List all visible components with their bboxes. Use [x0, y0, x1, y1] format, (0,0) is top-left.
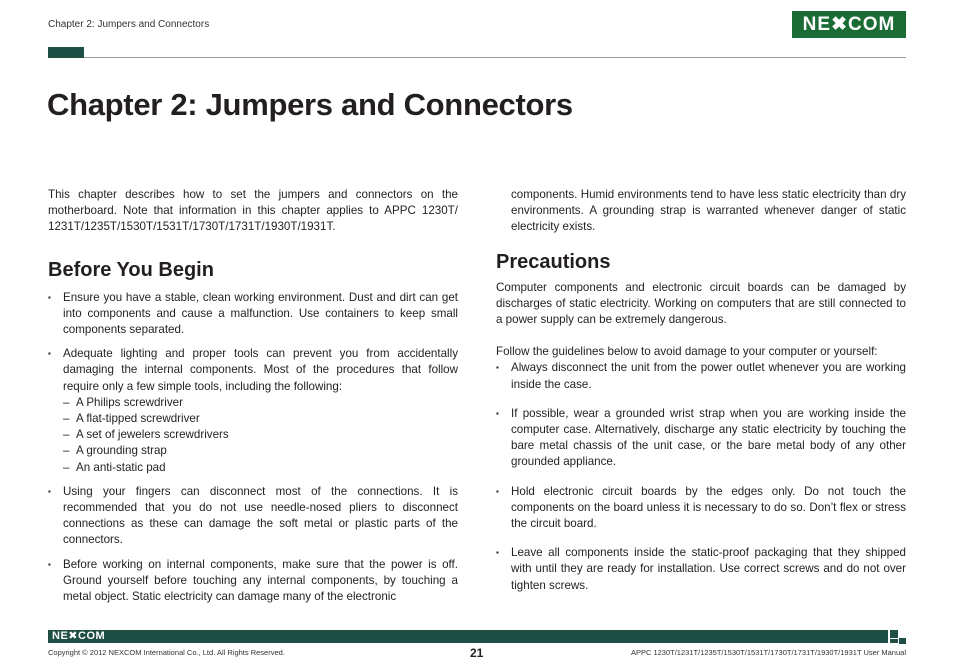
guidelines-intro: Follow the guidelines below to avoid damage to your computer or yourself: [496, 345, 878, 359]
header-chapter-label: Chapter 2: Jumpers and Connectors [48, 19, 210, 30]
header-divider [84, 57, 906, 58]
nexcom-logo [792, 11, 906, 38]
before-you-begin-heading: Before You Begin [48, 258, 214, 281]
footer-logo: NE✖COM [52, 630, 106, 642]
list-item: ▪ Ensure you have a stable, clean working environment. Dust and dirt can get into components and cause a malfunction. Use containers to keep small components separated. [48, 290, 458, 339]
continued-paragraph: components. Humid environments tend to have less static electricity than dry environments. A grounding strap is warranted whenever danger of static electricity exists. [511, 188, 906, 234]
footer-copyright: Copyright © 2012 NEXCOM International Co., Ltd. All Rights Reserved. [48, 648, 285, 657]
footer-square [899, 638, 906, 644]
before-you-begin-list [48, 290, 458, 606]
list-item: ▪ Leave all components inside the static-proof packaging that they shipped with until they are ready for installation. Use correct screws and do not over tighten screws. [496, 545, 906, 594]
left-column [48, 187, 458, 605]
page-number: 21 [470, 646, 484, 660]
header-accent-bar [48, 47, 84, 58]
footer-bar [48, 630, 888, 643]
list-item: ▪ Using your fingers can disconnect most of the connections. It is recommended that you do not use needle-nosed pliers to disconnect connections as these can damage the soft metal or plastic parts of the connectors. [48, 484, 458, 549]
precautions-list [496, 360, 906, 593]
footer-square [890, 630, 898, 638]
list-item: ▪ If possible, wear a grounded wrist strap when you are working inside the computer case. Alternatively, discharge any static electricity by touching the bare metal chassis of the unit case, or the bare metal body of any other grounded appliance. [496, 406, 906, 471]
precautions-heading: Precautions [496, 250, 611, 273]
tool-item: – A set of jewelers screwdrivers [63, 427, 458, 443]
intro-paragraph: This chapter describes how to set the jumpers and connectors on the motherboard. Note that information in this chapter applies to APPC 1230T/ 1231T/1235T/1530T/1531T/1730T/1731T/1930T/1931T. [48, 188, 458, 234]
list-item: ▪ Always disconnect the unit from the power outlet whenever you are working inside the case. [496, 360, 906, 392]
list-item: ▪ Adequate lighting and proper tools can prevent you from accidentally damaging the internal components. Most of the procedures that follow require only a few simple tools, including the following: – A Philips screwdriver – A flat-tipped screwdriver – A set of jewelers screwdrivers – A grounding strap – An anti-static pad [48, 346, 458, 476]
logo-text: NE✖COM [802, 14, 896, 35]
footer-manual-title: APPC 1230T/1231T/1235T/1530T/1531T/1730T/1731T/1930T/1931T User Manual [630, 648, 906, 657]
page-title: Chapter 2: Jumpers and Connectors [47, 87, 573, 122]
list-item: ▪ Hold electronic circuit boards by the edges only. Do not touch the components on the board unless it is necessary to do so. Don’t flex or stress the circuit board. [496, 484, 906, 533]
list-item: ▪ Before working on internal components, make sure that the power is off. Ground yourself before touching any internal components, by touching a metal object. Static electricity can damage many of the electronic [48, 557, 458, 606]
tool-item: – A flat-tipped screwdriver [63, 411, 458, 427]
tools-list [63, 395, 458, 476]
precautions-paragraph: Computer components and electronic circuit boards can be damaged by discharges of static electricity. Working on computers that are still connected to a power supply can be extremely dangerous. [496, 280, 906, 327]
tool-item: – An anti-static pad [63, 460, 458, 476]
tool-item: – A grounding strap [63, 443, 458, 459]
right-column [496, 187, 906, 594]
footer-square [890, 639, 898, 643]
tool-item: – A Philips screwdriver [63, 395, 458, 411]
